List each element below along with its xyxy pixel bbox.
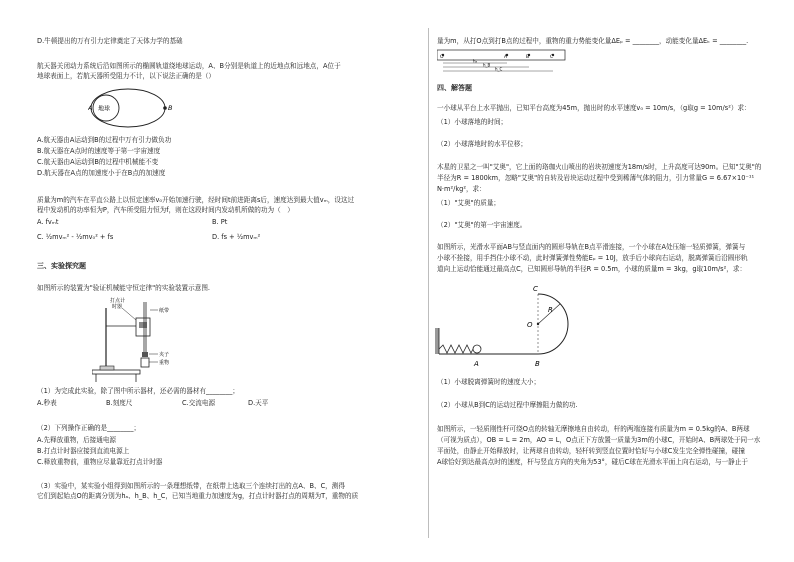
io-sub2: （2）"艾奥"的第一宇宙速度。 bbox=[437, 221, 527, 229]
rod-question-stem: 如图所示，一轻质刚性杆可绕O点的转轴无摩擦地自由转动，杆的两端连接有质量为m = 0.5kg的A、B两球 bbox=[437, 425, 750, 433]
label-a: A bbox=[88, 104, 93, 112]
sub1-option-d: D.天平 bbox=[248, 399, 269, 407]
track-sub1: （1）小球脱离弹簧时的速度大小； bbox=[437, 378, 541, 386]
tape-label-a: A bbox=[504, 55, 508, 60]
point-b bbox=[163, 106, 167, 110]
label-tape: 纸带 bbox=[159, 308, 170, 314]
experiment-sub3: （3）实验中，某实验小组得到如图所示的一条理想纸带，在纸带上选取三个连续打出的点A、B、C，测得 bbox=[37, 482, 345, 490]
section-3-heading: 三、实验探究题 bbox=[37, 262, 86, 270]
ball-sub2: （2）小球落地时的水平位移； bbox=[437, 140, 527, 148]
dim-hc: h_C bbox=[495, 66, 503, 72]
car-question-stem-2: 程中发动机的功率恒为P，汽车所受阻力恒为f，则在这段时间内发动机所做的功为（ ） bbox=[37, 206, 294, 214]
orbit-diagram bbox=[88, 84, 178, 134]
track-label-a: A bbox=[474, 360, 479, 368]
car-option-a: A. fvₘt bbox=[37, 218, 59, 226]
track-label-r: R bbox=[548, 306, 553, 314]
car-question-stem: 质量为m的汽车在平直公路上以恒定速率v₀开始加速行驶，经时间t前进距离s后，速度达到最大值vₘ，设这过 bbox=[37, 196, 355, 204]
label-timer: 打点计 bbox=[110, 298, 126, 304]
rod-question-stem-3: 平面处，由静止开始释放时，让两球自由转动，轻杆转到竖直位置时恰好与小球C发生完全弹性碰撞，碰撞 bbox=[437, 447, 745, 455]
track-sub2: （2）小球从B到C的运动过程中摩擦阻力做的功. bbox=[437, 401, 578, 409]
label-b: B bbox=[168, 104, 173, 112]
ball-question-stem: 一小球从平台上水平抛出，已知平台高度为45m，抛出时的水平速度v₀ = 10m/s，（g取g = 10m/s²）求： bbox=[437, 104, 751, 112]
io-question-stem-2: 半径为R = 1800km，忽略"艾奥"的自转及岩块运动过程中受到稀薄气体的阻力，引力常量G = 6.67×10⁻¹¹ bbox=[437, 174, 755, 182]
orbit-question-stem-2: 地球表面上，若航天器所受阻力不计，以下说法正确的是（） bbox=[37, 72, 216, 80]
car-option-b: B. Pt bbox=[212, 218, 228, 226]
earth-label: 地球 bbox=[98, 105, 111, 113]
io-sub1: （1）"艾奥"的质量； bbox=[437, 199, 501, 207]
rod-question-stem-4: A球恰好到达最高点时的速度，杆与竖直方向的夹角为53°，碰后C球在光滑水平面上向右运动，与一静止于 bbox=[437, 458, 748, 466]
ball-sub1: （1）小球落地的时间； bbox=[437, 118, 508, 126]
io-question-stem-3: N·m²/kg²，求： bbox=[437, 185, 486, 193]
rod-question-stem-2: （可视为质点），OB = L = 2m，AO = L，O点正下方放置一质量为3m的小球C，开始时A、B两球处于同一水 bbox=[437, 436, 761, 444]
energy-change-line: 量为m，从打O点到打B点的过程中，重物的重力势能变化量ΔEₚ = ________，动能变化量ΔEₖ = ________. bbox=[437, 37, 749, 45]
track-question-stem-3: 道向上运动恰能通过最高点C，已知圆形导轨的半径R = 0.5m，小球的质量m = 3kg，g取10m/s²，求： bbox=[437, 265, 747, 273]
orbit-question-stem: 航天器关闭动力系统后沿如图所示的椭圆轨道绕地球运动，A、B分别是轨道上的近地点和远地点，A位于 bbox=[37, 62, 341, 70]
experiment-apparatus-diagram bbox=[92, 296, 182, 382]
experiment-sub3-2: 它们到起始点O的距离分别为hₐ、h_B、h_C，已知当地重力加速度为g，打点计时器打点的周期为T，重物的质 bbox=[37, 492, 359, 500]
sub2-option-c: C.释放重物前，重物应尽量靠近打点计时器 bbox=[37, 458, 163, 466]
orbit-option-a: A.航天器由A运动到B的过程中万有引力做负功 bbox=[37, 136, 172, 144]
label-weight: 重物 bbox=[159, 360, 170, 366]
option-d-gravity: D.牛顿提出的万有引力定律奠定了天体力学的基础 bbox=[37, 37, 183, 45]
sub2-option-a: A.先释放重物，后接通电源 bbox=[37, 436, 117, 444]
experiment-sub1: （1）为完成此实验，除了图中所示器材，还必需的器材有________； bbox=[37, 387, 240, 395]
sub1-option-c: C.交流电源 bbox=[182, 399, 216, 407]
orbit-option-c: C.航天器由A运动到B的过程中机械能不变 bbox=[37, 158, 159, 166]
tape-label-o: O bbox=[440, 55, 444, 60]
sub1-option-b: B.刻度尺 bbox=[106, 399, 133, 407]
dim-ha: hₐ bbox=[473, 58, 478, 64]
experiment-stem: 如图所示的装置为"验证机械能守恒定律"的实验装置示意图. bbox=[37, 284, 211, 292]
track-label-b: B bbox=[535, 360, 540, 368]
track-question-stem: 如图所示，光滑水平面AB与竖直面内的圆形导轨在B点平滑连接，一个小球在A处压缩一轻质弹簧，弹簧与 bbox=[437, 243, 746, 251]
orbit-option-d: D.航天器在A点的加速度小于在B点的加速度 bbox=[37, 169, 166, 177]
sub2-option-b: B.打点计时器应接到直流电源上 bbox=[37, 447, 130, 455]
label-timer-2: 时器 bbox=[112, 304, 123, 310]
io-question-stem: 木星的卫星之一叫"艾奥"，它上面的珞珈火山喷出的岩块初速度为18m/s时，上升高度可达90m。已知"艾奥"的 bbox=[437, 163, 762, 171]
tape-label-b: B bbox=[526, 55, 530, 60]
column-divider bbox=[428, 28, 429, 538]
label-clip: 夹子 bbox=[159, 352, 170, 358]
experiment-sub2: （2）下列操作正确的是________； bbox=[37, 424, 141, 432]
section-4-heading: 四、解答题 bbox=[437, 84, 472, 92]
track-label-c: C bbox=[533, 285, 538, 293]
dim-hb: h_B bbox=[483, 62, 491, 68]
tape-label-c: C bbox=[550, 55, 554, 60]
car-option-d: D. fs + ½mvₘ² bbox=[212, 233, 261, 241]
track-question-stem-2: 小球不拴接，用手挡住小球不动，此时弹簧弹性势能Eₚ = 10J，放手后小球向右运动，脱离弹簧后沿圆形轨 bbox=[437, 254, 748, 262]
track-label-o: O bbox=[527, 321, 533, 329]
sub1-option-a: A.秒表 bbox=[37, 399, 57, 407]
paper-tape-diagram bbox=[437, 48, 567, 74]
orbit-option-b: B.航天器在A点时的速度等于第一宇宙速度 bbox=[37, 147, 161, 155]
car-option-c: C. ½mvₘ² - ½mv₀² + fs bbox=[37, 233, 114, 241]
circular-track-diagram bbox=[432, 272, 592, 372]
